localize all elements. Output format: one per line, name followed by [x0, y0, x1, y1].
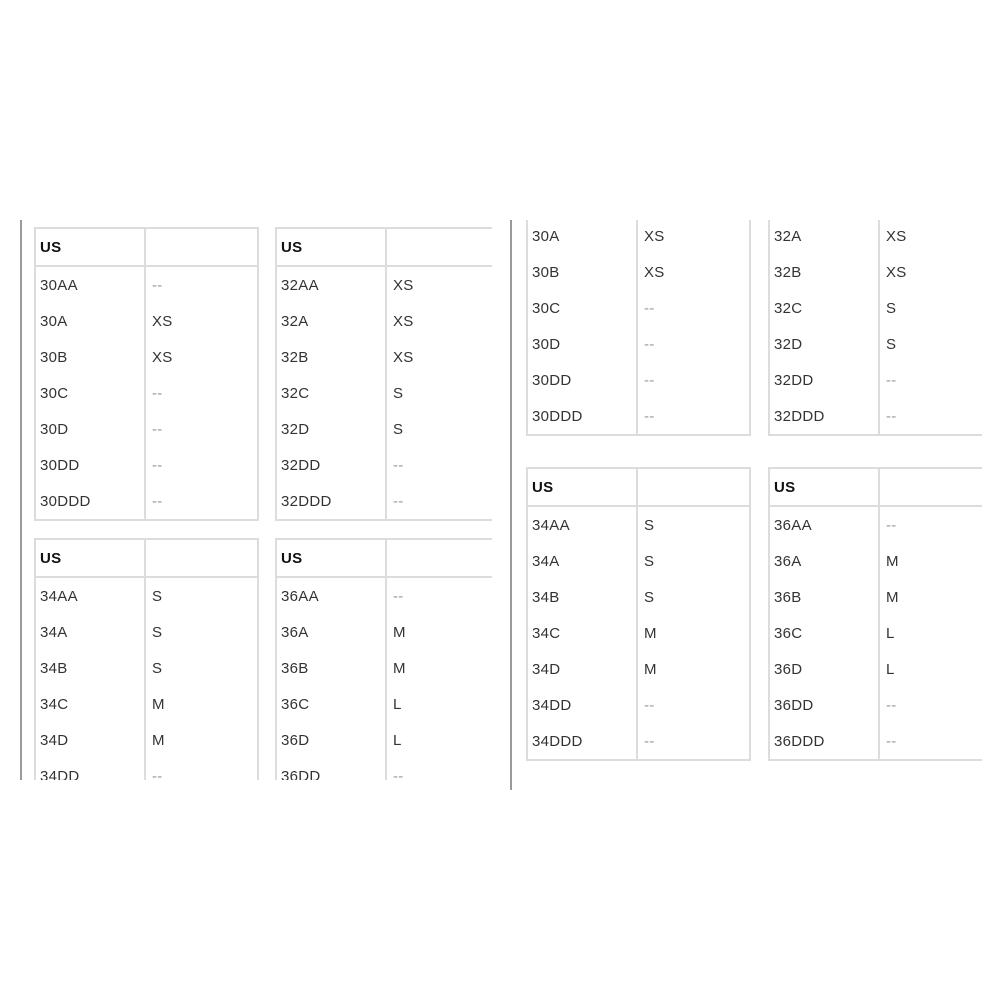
table-row [769, 362, 982, 398]
bra-size-cell: 36AA [276, 577, 386, 614]
size-table-32 [768, 220, 982, 436]
table-row [527, 398, 750, 435]
bra-size-cell: 34DD [527, 687, 637, 723]
bra-size-cell: 36D [276, 722, 386, 758]
letter-size-cell: S [393, 420, 404, 438]
bra-size-cell: 30DD [527, 362, 637, 398]
size-table-36 [768, 467, 982, 761]
table-row [527, 506, 750, 543]
bra-size-cell: 30A [527, 220, 637, 254]
letter-size-cell: S [644, 588, 655, 606]
bra-size-cell: 30DDD [35, 483, 145, 520]
letter-size-cell: M [393, 659, 406, 677]
letter-size-cell: XS [886, 263, 907, 281]
table-row [35, 483, 258, 520]
letter-size-cell: M [886, 588, 899, 606]
table-row [769, 506, 982, 543]
letter-size-cell: -- [886, 407, 897, 425]
letter-size-cell: -- [644, 335, 655, 353]
letter-size-cell: -- [152, 492, 163, 510]
letter-size-cell: XS [886, 227, 907, 245]
size-table-34 [34, 538, 259, 780]
header-size-label [386, 539, 492, 577]
bra-size-cell: 34DDD [527, 723, 637, 760]
table-row [276, 303, 492, 339]
table-row [769, 326, 982, 362]
table-header-row [35, 539, 258, 577]
bra-size-cell: 32C [769, 290, 879, 326]
bra-size-cell: 36D [769, 651, 879, 687]
table-row [35, 577, 258, 614]
table-row [276, 650, 492, 686]
bra-size-cell: 36B [769, 579, 879, 615]
bra-size-cell: 34DD [35, 758, 145, 780]
table-header-row [35, 228, 258, 266]
letter-size-cell: XS [152, 312, 173, 330]
table-header-row [276, 228, 492, 266]
bra-size-cell: 32DD [276, 447, 386, 483]
letter-size-cell: M [393, 623, 406, 641]
letter-size-cell: -- [886, 732, 897, 750]
bra-size-cell: 32D [769, 326, 879, 362]
table-row [276, 722, 492, 758]
letter-size-cell: S [393, 384, 404, 402]
size-table-36 [275, 538, 492, 780]
table-row [527, 290, 750, 326]
bra-size-cell: 36DDD [769, 723, 879, 760]
letter-size-cell: -- [644, 299, 655, 317]
bra-size-cell: 32B [276, 339, 386, 375]
bra-size-cell: 34A [35, 614, 145, 650]
header-size-label [145, 228, 258, 266]
table-row [769, 651, 982, 687]
header-size-label [879, 468, 982, 506]
table-header-row [276, 539, 492, 577]
bra-size-cell: 32A [276, 303, 386, 339]
letter-size-cell: M [152, 695, 165, 713]
letter-size-cell: -- [152, 420, 163, 438]
table-row [769, 615, 982, 651]
bra-size-cell: 32B [769, 254, 879, 290]
letter-size-cell: -- [393, 456, 404, 474]
letter-size-cell: S [644, 516, 655, 534]
letter-size-cell: -- [644, 696, 655, 714]
table-row [35, 650, 258, 686]
bra-size-cell: 36B [276, 650, 386, 686]
letter-size-cell: XS [152, 348, 173, 366]
letter-size-cell: -- [152, 767, 163, 780]
bra-size-cell: 32C [276, 375, 386, 411]
table-row [276, 266, 492, 303]
table-row [35, 303, 258, 339]
table-row [527, 220, 750, 254]
table-row [35, 758, 258, 780]
table-row [276, 339, 492, 375]
letter-size-cell: S [152, 623, 163, 641]
table-row [276, 758, 492, 780]
bra-size-cell: 36DD [769, 687, 879, 723]
bra-size-cell: 34D [35, 722, 145, 758]
letter-size-cell: S [886, 299, 897, 317]
size-table-34 [526, 467, 751, 761]
table-row [276, 483, 492, 520]
table-row [35, 339, 258, 375]
size-chart-panel-left [20, 220, 492, 780]
bra-size-cell: 30AA [35, 266, 145, 303]
bra-size-cell: 32AA [276, 266, 386, 303]
header-region-label: US [35, 228, 145, 266]
bra-size-cell: 30D [35, 411, 145, 447]
bra-size-cell: 32DDD [769, 398, 879, 435]
letter-size-cell: L [393, 731, 402, 749]
letter-size-cell: S [644, 552, 655, 570]
letter-size-cell: S [152, 659, 163, 677]
letter-size-cell: L [393, 695, 402, 713]
letter-size-cell: -- [644, 732, 655, 750]
letter-size-cell: -- [152, 384, 163, 402]
size-table-30 [34, 227, 259, 521]
table-header-row [769, 468, 982, 506]
letter-size-cell: -- [393, 587, 404, 605]
header-region-label: US [35, 539, 145, 577]
header-size-label [386, 228, 492, 266]
table-row [527, 326, 750, 362]
bra-size-cell: 36A [769, 543, 879, 579]
header-size-label [637, 468, 750, 506]
bra-size-cell: 34B [527, 579, 637, 615]
letter-size-cell: S [886, 335, 897, 353]
table-row [769, 254, 982, 290]
bra-size-cell: 36C [769, 615, 879, 651]
table-row [35, 266, 258, 303]
table-row [35, 447, 258, 483]
table-row [769, 543, 982, 579]
bra-size-cell: 30DDD [527, 398, 637, 435]
bra-size-cell: 36C [276, 686, 386, 722]
letter-size-cell: XS [393, 348, 414, 366]
table-row [527, 543, 750, 579]
table-row [527, 723, 750, 760]
letter-size-cell: -- [644, 407, 655, 425]
table-row [769, 579, 982, 615]
bra-size-cell: 36A [276, 614, 386, 650]
letter-size-cell: XS [393, 276, 414, 294]
table-row [769, 220, 982, 254]
header-region-label: US [527, 468, 637, 506]
bra-size-cell: 30B [527, 254, 637, 290]
bra-size-cell: 34AA [527, 506, 637, 543]
table-row [527, 362, 750, 398]
bra-size-cell: 30A [35, 303, 145, 339]
letter-size-cell: -- [644, 371, 655, 389]
size-table-30 [526, 220, 751, 436]
letter-size-cell: XS [644, 263, 665, 281]
bra-size-cell: 34C [35, 686, 145, 722]
table-row [527, 687, 750, 723]
table-row [276, 686, 492, 722]
table-row [276, 577, 492, 614]
header-region-label: US [276, 539, 386, 577]
letter-size-cell: L [886, 660, 895, 678]
bra-size-cell: 32A [769, 220, 879, 254]
bra-size-cell: 34B [35, 650, 145, 686]
bra-size-cell: 34C [527, 615, 637, 651]
table-row [527, 615, 750, 651]
bra-size-cell: 34AA [35, 577, 145, 614]
letter-size-cell: -- [886, 696, 897, 714]
letter-size-cell: -- [393, 767, 404, 780]
table-row [769, 687, 982, 723]
header-size-label [145, 539, 258, 577]
table-row [769, 290, 982, 326]
bra-size-cell: 30DD [35, 447, 145, 483]
bra-size-cell: 30B [35, 339, 145, 375]
size-chart-panel-right [510, 220, 982, 790]
bra-size-cell: 30D [527, 326, 637, 362]
header-region-label: US [769, 468, 879, 506]
table-row [527, 651, 750, 687]
letter-size-cell: -- [152, 456, 163, 474]
bra-size-cell: 34D [527, 651, 637, 687]
size-table-32 [275, 227, 492, 521]
table-row [769, 398, 982, 435]
table-row [276, 447, 492, 483]
letter-size-cell: M [886, 552, 899, 570]
header-region-label: US [276, 228, 386, 266]
bra-size-cell: 32DDD [276, 483, 386, 520]
table-row [35, 722, 258, 758]
bra-size-cell: 32D [276, 411, 386, 447]
letter-size-cell: -- [886, 371, 897, 389]
table-row [35, 411, 258, 447]
bra-size-cell: 34A [527, 543, 637, 579]
table-row [35, 375, 258, 411]
table-row [769, 723, 982, 760]
bra-size-cell: 32DD [769, 362, 879, 398]
table-row [276, 375, 492, 411]
table-row [35, 614, 258, 650]
letter-size-cell: XS [393, 312, 414, 330]
bra-size-cell: 36AA [769, 506, 879, 543]
table-row [276, 411, 492, 447]
letter-size-cell: M [152, 731, 165, 749]
letter-size-cell: M [644, 660, 657, 678]
letter-size-cell: XS [644, 227, 665, 245]
letter-size-cell: -- [152, 276, 163, 294]
letter-size-cell: M [644, 624, 657, 642]
table-row [527, 254, 750, 290]
letter-size-cell: L [886, 624, 895, 642]
bra-size-cell: 36DD [276, 758, 386, 780]
table-row [527, 579, 750, 615]
bra-size-cell: 30C [35, 375, 145, 411]
table-row [35, 686, 258, 722]
letter-size-cell: -- [393, 492, 404, 510]
letter-size-cell: S [152, 587, 163, 605]
letter-size-cell: -- [886, 516, 897, 534]
table-row [276, 614, 492, 650]
table-header-row [527, 468, 750, 506]
bra-size-cell: 30C [527, 290, 637, 326]
